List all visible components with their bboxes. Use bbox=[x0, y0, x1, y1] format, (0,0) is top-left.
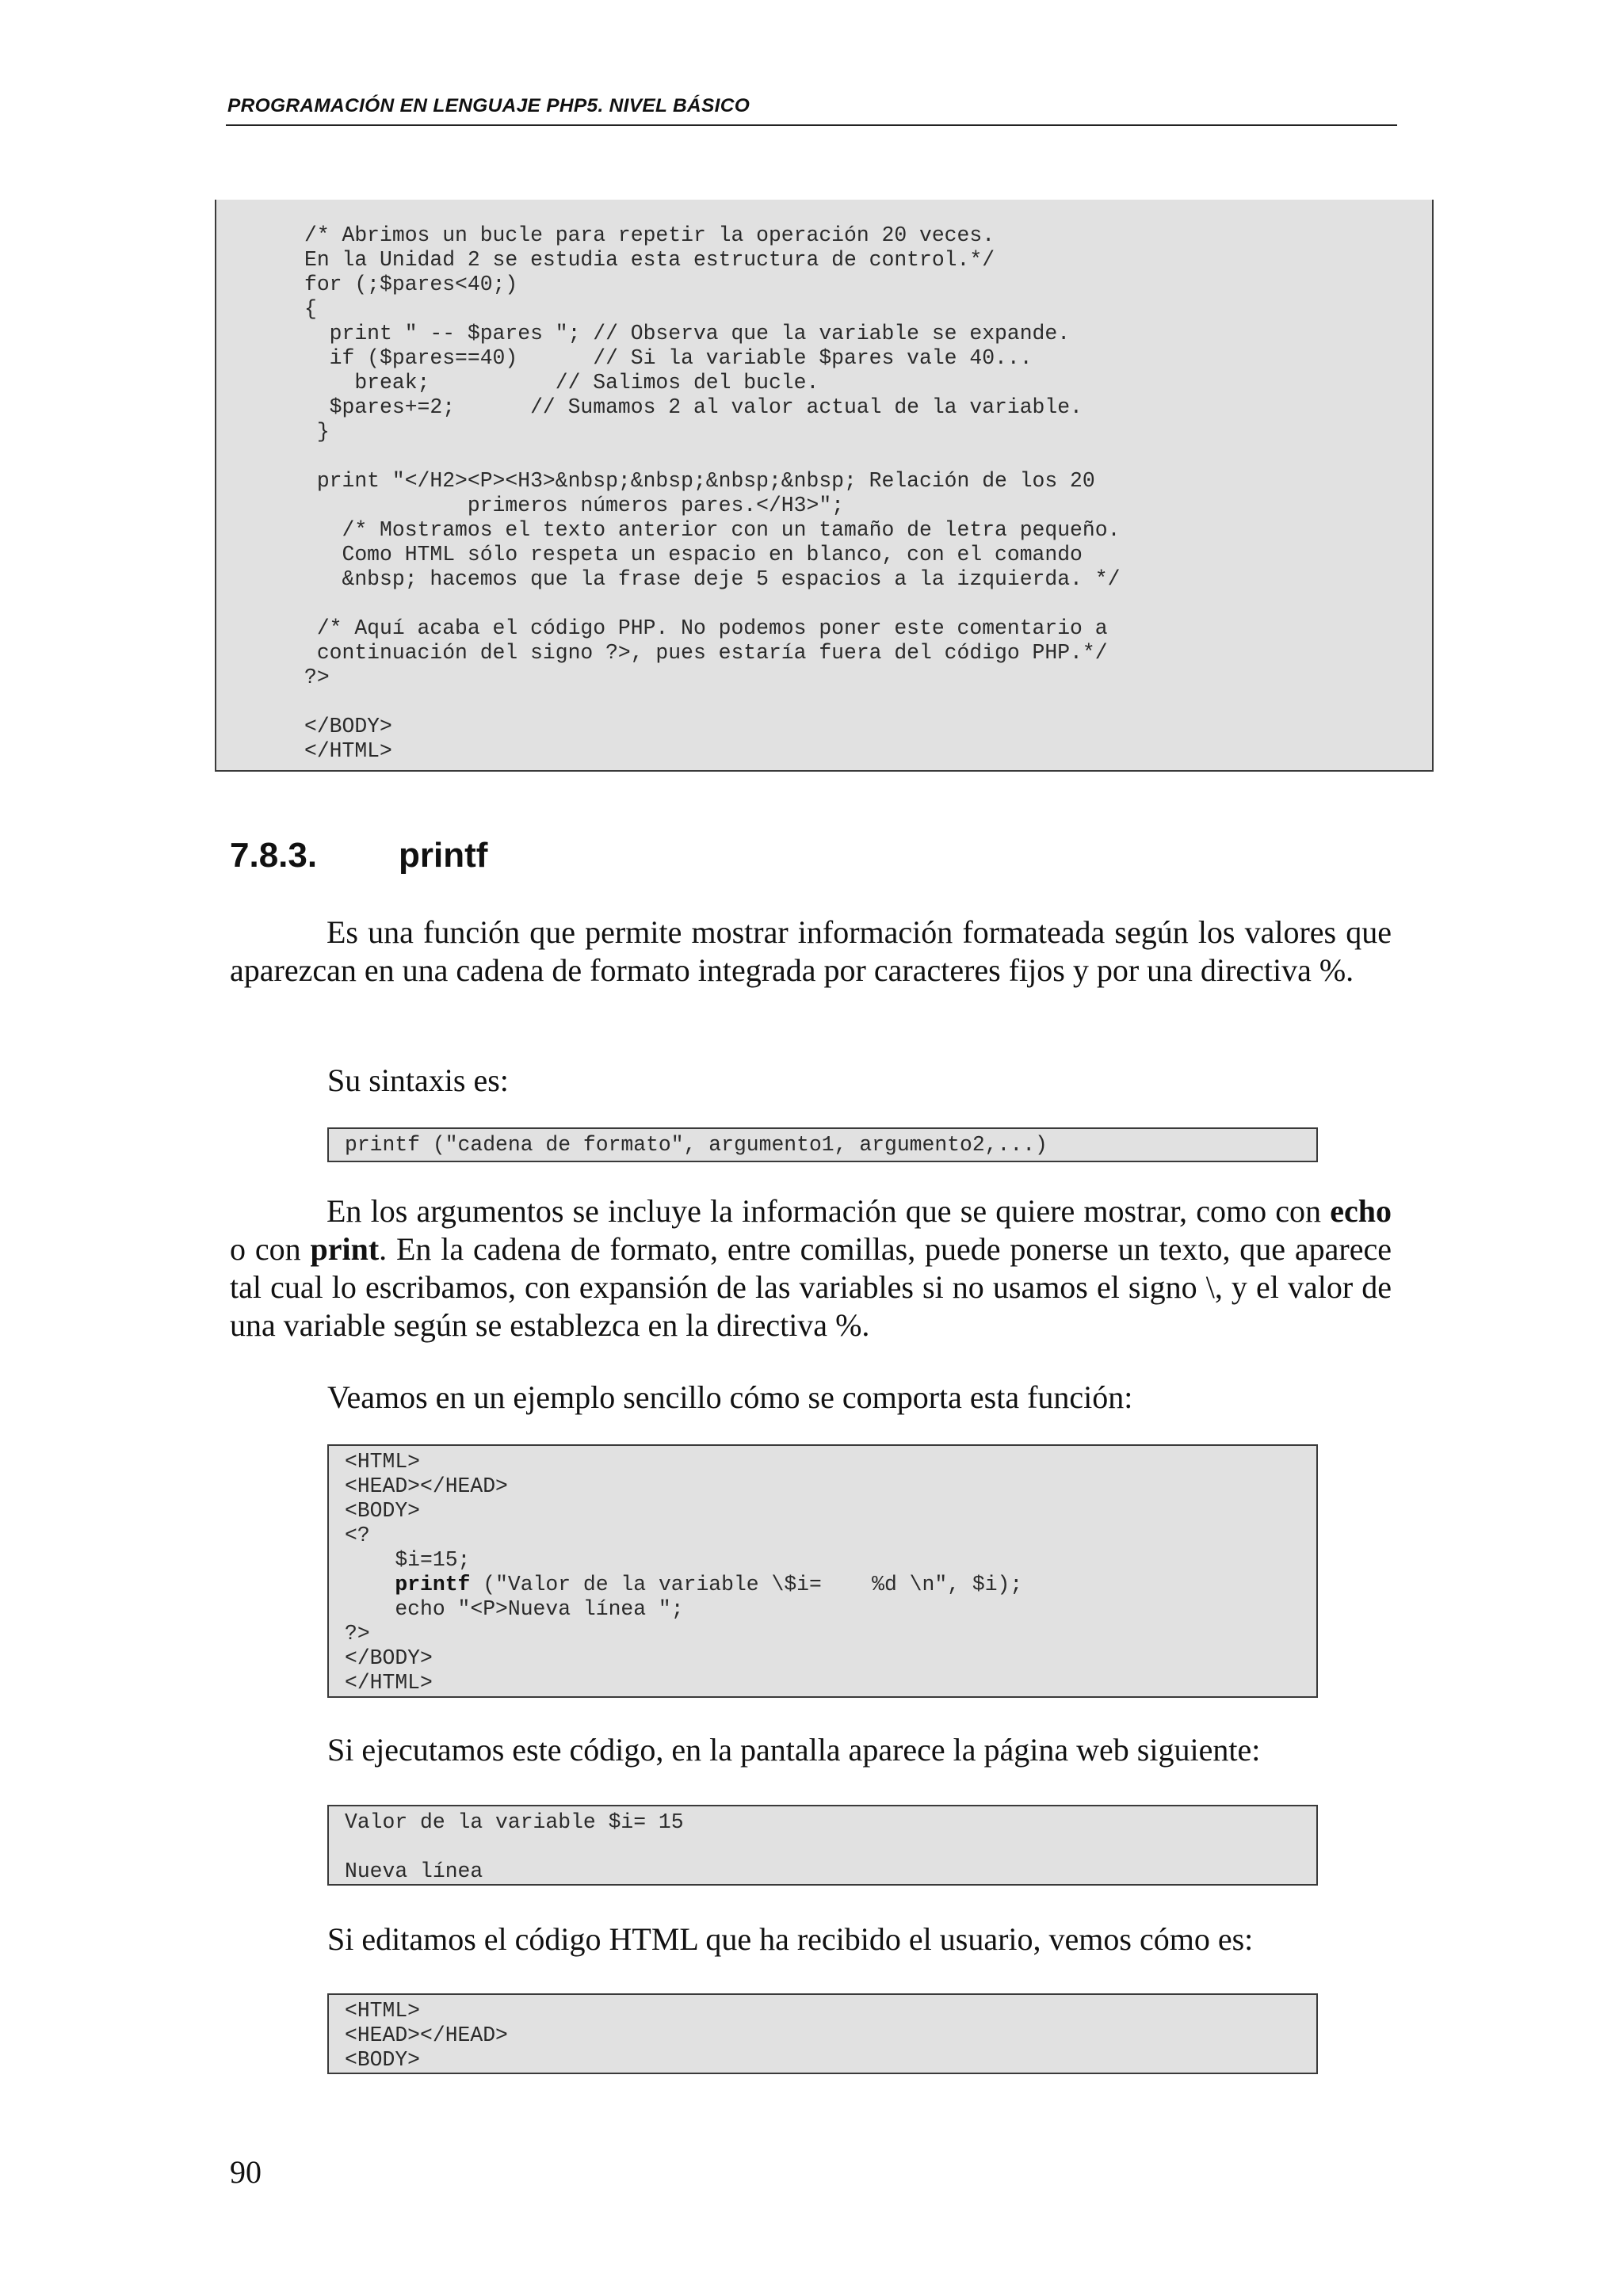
code-line: } bbox=[304, 420, 330, 444]
output-intro: Si ejecutamos este código, en la pantalla aparece la página web siguiente: bbox=[327, 1732, 1261, 1768]
code-block-syntax bbox=[327, 1127, 1318, 1162]
code-line: print " -- $pares "; // Observa que la variable se expande. bbox=[304, 322, 1071, 345]
code-line: $pares+=2; // Sumamos 2 al valor actual de la variable. bbox=[304, 395, 1083, 419]
syntax-label: Su sintaxis es: bbox=[327, 1062, 509, 1098]
code-line: Nueva línea bbox=[345, 1859, 483, 1883]
args-text-1: En los argumentos se incluye la información que se quiere mostrar, como con bbox=[327, 1193, 1331, 1229]
code-line: continuación del signo ?>, pues estaría fuera del código PHP.*/ bbox=[304, 641, 1108, 665]
code-line: ?> bbox=[304, 666, 330, 689]
source-intro: Si editamos el código HTML que ha recibido el usuario, vemos cómo es: bbox=[327, 1921, 1254, 1957]
code-line: <HTML> bbox=[345, 1999, 421, 2023]
code-listing bbox=[304, 223, 1120, 764]
code-block-output bbox=[327, 1805, 1318, 1886]
code-line: break; // Salimos del bucle. bbox=[304, 371, 819, 395]
code-line: </HTML> bbox=[345, 1671, 433, 1695]
code-line: primeros números pares.</H3>"; bbox=[304, 494, 844, 517]
output-code bbox=[345, 1810, 684, 1884]
example-code bbox=[345, 1450, 1022, 1695]
code-line: /* Mostramos el texto anterior con un tamaño de letra pequeño. bbox=[304, 518, 1121, 542]
code-block-example bbox=[327, 1444, 1318, 1698]
code-line: /* Aquí acaba el código PHP. No podemos poner este comentario a bbox=[304, 616, 1108, 640]
section-heading bbox=[230, 836, 487, 875]
code-line: <HEAD></HEAD> bbox=[345, 1474, 508, 1498]
page-number: 90 bbox=[230, 2154, 262, 2190]
running-header: PROGRAMACIÓN EN LENGUAJE PHP5. NIVEL BÁSICO bbox=[227, 95, 750, 116]
code-line: </BODY> bbox=[304, 715, 392, 738]
section-number: 7.8.3. bbox=[230, 836, 318, 875]
code-block-source bbox=[327, 1993, 1318, 2074]
code-line: for (;$pares<40;) bbox=[304, 273, 518, 296]
code-line: { bbox=[304, 297, 317, 321]
code-line: </HTML> bbox=[304, 739, 392, 763]
code-line: ?> bbox=[345, 1622, 370, 1646]
code-line: Valor de la variable $i= 15 bbox=[345, 1810, 684, 1834]
args-text-3: . En la cadena de formato, entre comillas, puede ponerse un texto, que aparece tal cual lo escribamos, con expansión de las variables si no usamos el signo \, y el valor de una variable según se establezca en la directiva %. bbox=[230, 1231, 1392, 1343]
code-line: <BODY> bbox=[345, 1499, 421, 1523]
code-line: if ($pares==40) // Si la variable $pares vale 40... bbox=[304, 346, 1033, 370]
header-rule bbox=[226, 124, 1397, 126]
paragraph-intro-text: Es una función que permite mostrar información formateada según los valores que aparezcan en una cadena de formato integrada por caracteres fijos y por una directiva %. bbox=[230, 914, 1392, 988]
keyword-print: print bbox=[310, 1231, 380, 1267]
code-line: Como HTML sólo respeta un espacio en blanco, con el comando bbox=[304, 543, 1083, 566]
args-text-2: o con bbox=[230, 1231, 311, 1267]
printf-keyword: printf bbox=[395, 1573, 471, 1596]
code-line: echo "<P>Nueva línea "; bbox=[345, 1597, 684, 1621]
code-line: <HTML> bbox=[345, 1450, 421, 1474]
code-line: <? bbox=[345, 1524, 370, 1547]
keyword-echo: echo bbox=[1330, 1193, 1392, 1229]
source-code bbox=[345, 1999, 508, 2073]
code-line: En la Unidad 2 se estudia esta estructura de control.*/ bbox=[304, 248, 995, 272]
paragraph-intro bbox=[230, 913, 1392, 990]
section-title: printf bbox=[399, 836, 488, 875]
code-line: <BODY> bbox=[345, 2048, 421, 2072]
code-line: $i=15; bbox=[345, 1548, 471, 1572]
code-line: <HEAD></HEAD> bbox=[345, 2023, 508, 2047]
syntax-code: printf ("cadena de formato", argumento1, argumento2,...) bbox=[345, 1133, 1048, 1157]
code-line: </BODY> bbox=[345, 1646, 433, 1670]
code-line: &nbsp; hacemos que la frase deje 5 espacios a la izquierda. */ bbox=[304, 567, 1121, 591]
code-line: ("Valor de la variable \$i= %d \n", $i); bbox=[470, 1573, 1023, 1596]
code-block-continuation bbox=[215, 200, 1434, 772]
paragraph-arguments bbox=[230, 1192, 1392, 1344]
example-intro: Veamos en un ejemplo sencillo cómo se comporta esta función: bbox=[327, 1379, 1133, 1415]
code-line: print "</H2><P><H3>&nbsp;&nbsp;&nbsp;&nbsp; Relación de los 20 bbox=[304, 469, 1095, 493]
code-line: /* Abrimos un bucle para repetir la operación 20 veces. bbox=[304, 223, 995, 247]
